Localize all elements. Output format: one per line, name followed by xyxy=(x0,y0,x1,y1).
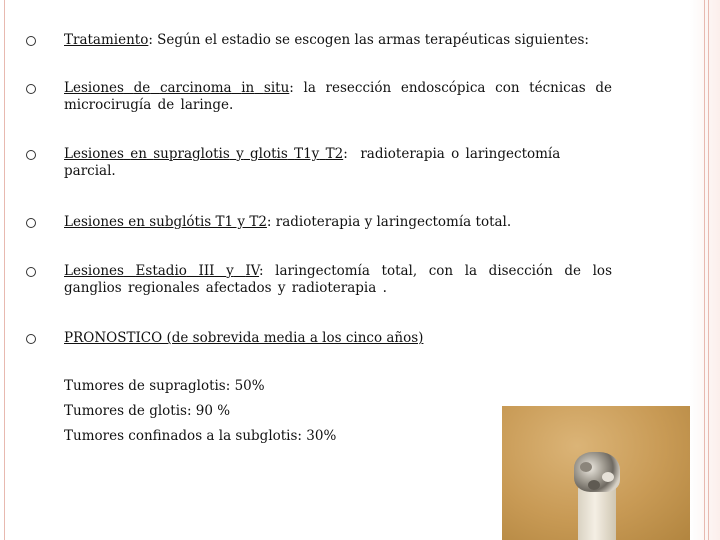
frame-line-left xyxy=(4,0,5,540)
ash-fleck xyxy=(602,472,614,482)
frame-line-right-inner xyxy=(708,0,709,540)
term-label: Lesiones en subglótis T1 y T2 xyxy=(64,214,267,230)
term-text: : la resección endoscópica con técnicas de microcirugía de laringe. xyxy=(64,80,612,113)
prognosis-heading xyxy=(64,330,612,347)
bullet-icon xyxy=(26,218,36,228)
survival-glottis: Tumores de glotis: 90 % xyxy=(64,403,231,419)
term-label: Lesiones en supraglotis y glotis T1y T2 xyxy=(64,146,344,162)
term-text: : laringectomía total, con la disección de los ganglios regionales afectados y radioterapia . xyxy=(64,263,612,296)
bullet-icon xyxy=(26,150,36,160)
ash-fleck xyxy=(580,462,592,472)
stage-iii-iv-item xyxy=(64,263,612,297)
cigarette-body xyxy=(578,486,616,540)
term-label: Tratamiento xyxy=(64,32,149,48)
term-text: : radioterapia y laringectomía total. xyxy=(266,214,512,230)
cigarette-ash-photo xyxy=(502,406,690,540)
bullet-icon xyxy=(26,84,36,94)
term-text: : Según el estadio se escogen las armas terapéuticas siguientes: xyxy=(148,32,589,48)
frame-band-right xyxy=(690,0,720,540)
survival-supraglottis: Tumores de supraglotis: 50% xyxy=(64,378,265,394)
term-label: PRONOSTICO (de sobrevida media a los cinco años) xyxy=(64,330,424,346)
term-label: Lesiones de carcinoma in situ xyxy=(64,80,290,96)
ash-fleck xyxy=(588,480,600,490)
bullet-icon xyxy=(26,334,36,344)
bullet-icon xyxy=(26,36,36,46)
supraglottis-glottis-item xyxy=(64,146,612,180)
carcinoma-in-situ-item xyxy=(64,80,612,114)
survival-subglottis: Tumores confinados a la subglotis: 30% xyxy=(64,428,337,444)
term-text: : radioterapia o laringectomía parcial. xyxy=(64,146,567,179)
bullet-icon xyxy=(26,267,36,277)
frame-line-right-outer xyxy=(704,0,705,540)
subglottis-item xyxy=(64,214,612,231)
term-label: Lesiones Estadio III y IV xyxy=(64,263,260,279)
treatment-intro xyxy=(64,32,612,49)
